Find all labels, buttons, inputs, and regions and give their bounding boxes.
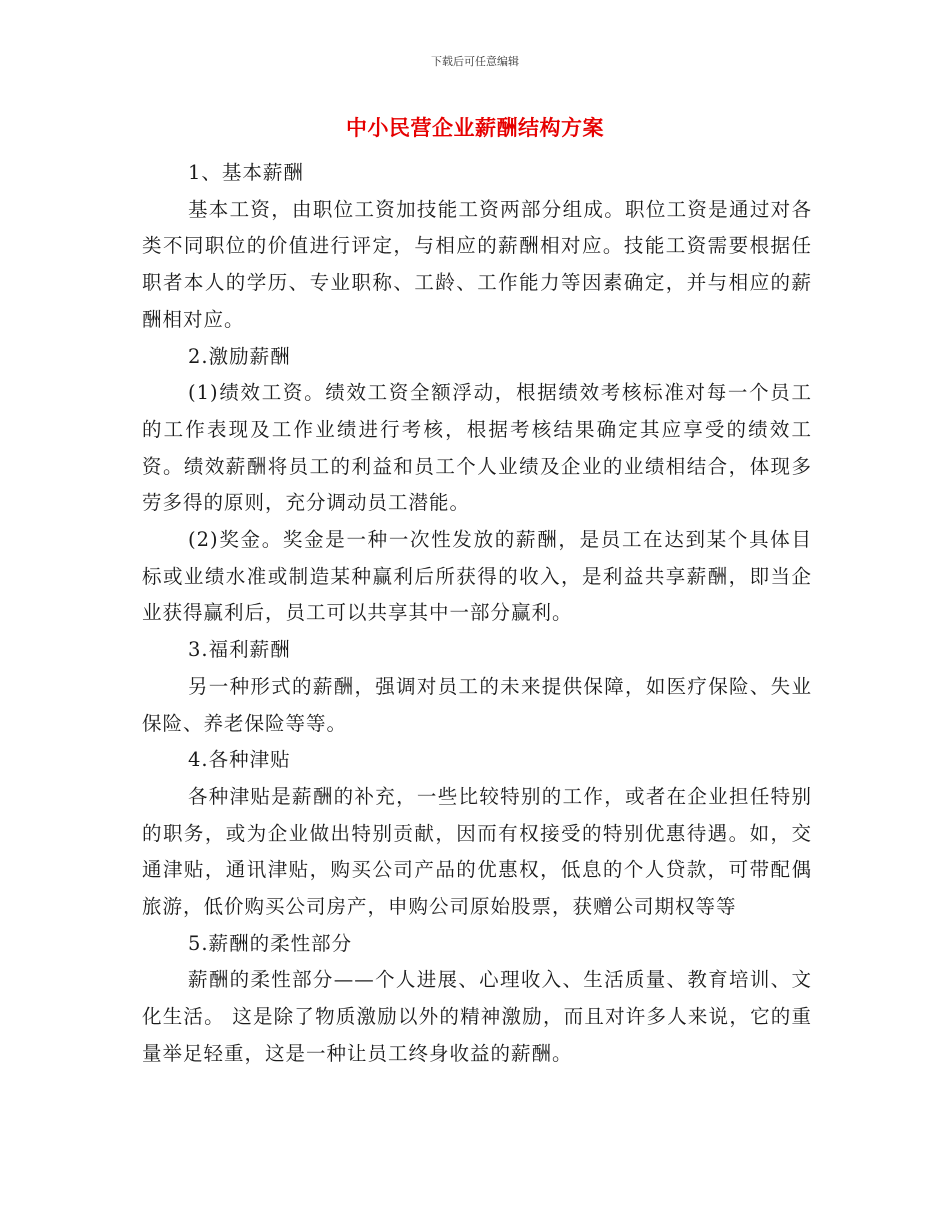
- paragraph-allowances: 各种津贴是薪酬的补充，一些比较特别的工作，或者在企业担任特别的职务，或为企业做出特别贡献，因而有权接受的特别优惠待遇。如，交通津贴，通讯津贴，购买公司产品的优惠权，低息的个人贷款，可带配偶旅游，低价购买公司房产，申购公司原始股票，获赠公司期权等等: [142, 784, 812, 919]
- document-title: 中小民营企业薪酬结构方案: [346, 116, 604, 140]
- section-heading-allowances: 4.各种津贴: [188, 748, 291, 772]
- document-body: [142, 155, 812, 1073]
- paragraph-welfare-pay: 另一种形式的薪酬，强调对员工的未来提供保障，如医疗保险、失业保险、养老保险等等。: [142, 674, 812, 735]
- header-note: 下载后可任意编辑: [431, 55, 519, 68]
- section-heading-welfare-pay: 3.福利薪酬: [188, 638, 291, 662]
- paragraph-flexible-pay: 薪酬的柔性部分——个人进展、心理收入、生活质量、教育培训、文化生活。 这是除了物质激励以外的精神激励，而且对许多人来说，它的重量举足轻重，这是一种让员工终身收益的薪酬。: [142, 968, 812, 1065]
- paragraph-performance-pay: (1)绩效工资。绩效工资全额浮动，根据绩效考核标准对每一个员工的工作表现及工作业绩进行考核，根据考核结果确定其应享受的绩效工资。绩效薪酬将员工的利益和员工个人业绩及企业的业绩相结合，体现多劳多得的原则，充分调动员工潜能。: [142, 381, 812, 515]
- paragraph-bonus: (2)奖金。奖金是一种一次性发放的薪酬，是员工在达到某个具体目标或业绩水准或制造某种赢利后所获得的收入，是利益共享薪酬，即当企业获得赢利后，员工可以共享其中一部分赢利。: [142, 528, 812, 625]
- section-heading-incentive-pay: 2.激励薪酬: [188, 344, 291, 368]
- section-heading-flexible-pay: 5.薪酬的柔性部分: [188, 931, 353, 955]
- section-heading-basic-pay: 1、基本薪酬: [188, 161, 304, 184]
- paragraph-basic-pay: 基本工资，由职位工资加技能工资两部分组成。职位工资是通过对各类不同职位的价值进行评定，与相应的薪酬相对应。技能工资需要根据任职者本人的学历、专业职称、工龄、工作能力等因素确定，并与相应的薪酬相对应。: [142, 197, 812, 331]
